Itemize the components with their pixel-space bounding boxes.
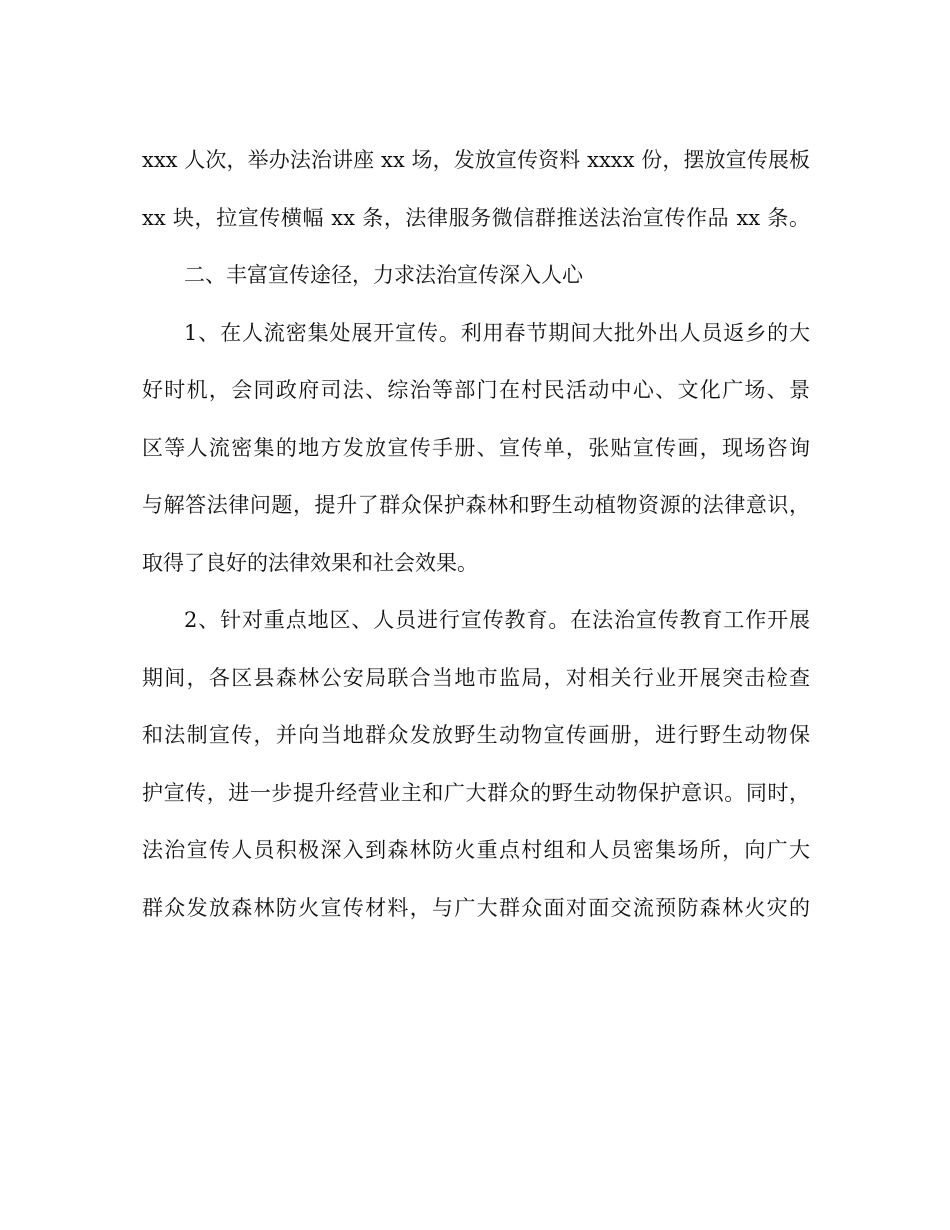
text-line: 期间，各区县森林公安局联合当地市监局，对相关行业开展突击检查	[142, 665, 810, 690]
paragraph-start-line: 1、在人流密集处展开宣传。利用春节期间大批外出人员返乡的大	[184, 320, 810, 345]
text-line: 与解答法律问题，提升了群众保护森林和野生动植物资源的法律意识，	[142, 493, 810, 517]
text-line: xx 块，拉宣传横幅 xx 条，法律服务微信群推送法治宣传作品 xx 条。	[142, 205, 810, 230]
text-line: 好时机，会同政府司法、综治等部门在村民活动中心、文化广场、景	[142, 378, 810, 402]
text-line: 群众发放森林防火宣传材料，与广大群众面对面交流预防森林火灾的	[142, 895, 810, 920]
document-body	[142, 132, 810, 937]
text-line: xxx 人次，举办法治讲座 xx 场，发放宣传资料 xxxx 份，摆放宣传展板	[142, 148, 810, 172]
text-line: 护宣传，进一步提升经营业主和广大群众的野生动物保护意识。同时，	[142, 780, 810, 805]
paragraph-end-line: 取得了良好的法律效果和社会效果。	[142, 550, 478, 575]
text-line: 和法制宣传，并向当地群众发放野生动物宣传画册，进行野生动物保	[142, 723, 810, 747]
section-heading: 二、丰富宣传途径，力求法治宣传深入人心	[184, 263, 583, 287]
text-line: 法治宣传人员积极深入到森林防火重点村组和人员密集场所，向广大	[142, 838, 810, 862]
paragraph-start-line: 2、针对重点地区、人员进行宣传教育。在法治宣传教育工作开展	[184, 608, 810, 632]
text-line: 区等人流密集的地方发放宣传手册、宣传单，张贴宣传画，现场咨询	[142, 435, 810, 460]
